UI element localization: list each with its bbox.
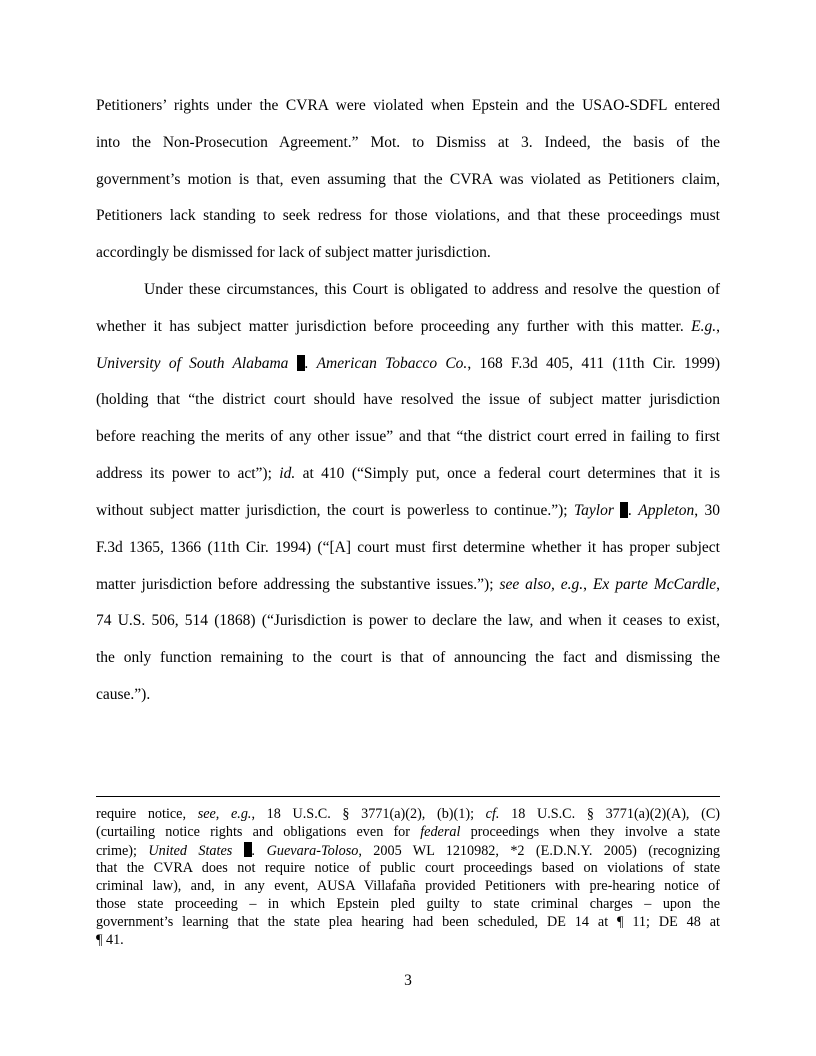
case-name: United States <box>148 843 233 859</box>
case-name: Taylor <box>573 502 614 519</box>
footnote-line: criminal law), and, in any event, AUSA Villafaña provided Petitioners with pre-hearing notice of <box>96 878 720 894</box>
text-run: proceedings when they involve a state <box>470 824 721 840</box>
emphasis: federal <box>420 824 461 840</box>
citation-signal: see, e.g. <box>197 806 252 822</box>
body-line <box>96 501 720 521</box>
footnote-line <box>96 824 720 841</box>
body-line: Petitioners’ rights under the CVRA were violated when Epstein and the USAO-SDFL entered <box>96 97 720 114</box>
redaction-box <box>297 355 305 371</box>
text-run: without subject matter jurisdiction, the court is powerless to continue.”); <box>96 502 568 519</box>
text-run: require notice, <box>96 806 187 822</box>
body-line <box>96 354 720 374</box>
body-line: 74 U.S. 506, 514 (1868) (“Jurisdiction is power to declare the law, and when it ceases to exist, <box>96 612 720 629</box>
body-line: accordingly be dismissed for lack of subject matter jurisdiction. <box>96 244 491 261</box>
footnote-line: ¶ 41. <box>96 932 124 948</box>
citation-signal: id. <box>279 465 296 482</box>
body-line: Petitioners lack standing to seek redress for those violations, and that these proceedings must <box>96 207 720 224</box>
body-line: (holding that “the district court should have resolved the issue of subject matter jurisdiction <box>96 391 720 408</box>
footnote-line: that the CVRA does not require notice of public court proceedings based on violations of state <box>96 860 720 876</box>
case-name: . American Tobacco Co. <box>304 355 468 372</box>
body-line <box>96 317 720 337</box>
case-name: University of South Alabama <box>96 355 289 372</box>
body-line: before reaching the merits of any other issue” and that “the district court erred in failing to first <box>96 428 720 445</box>
text-run: matter jurisdiction before addressing the substantive issues.”); <box>96 576 494 593</box>
footnote-line <box>96 806 720 823</box>
case-name: . Guevara-Toloso <box>251 843 359 859</box>
text-run: , 2005 WL 1210982, *2 (E.D.N.Y. 2005) (recognizing <box>358 843 721 859</box>
text-run: crime); <box>96 843 137 859</box>
footnote-line <box>96 842 720 860</box>
body-line: the only function remaining to the court is that of announcing the fact and dismissing the <box>96 649 720 666</box>
text-run: whether it has subject matter jurisdiction before proceeding any further with this matter. <box>96 318 684 335</box>
page-number: 3 <box>404 972 412 989</box>
text-run: , 30 <box>694 502 721 519</box>
text-run: , <box>716 318 721 335</box>
citation-signal: see also, e.g. <box>499 576 584 593</box>
body-line <box>96 464 720 484</box>
text-run: address its power to act”); <box>96 465 272 482</box>
citation-signal: cf. <box>485 806 500 822</box>
body-line: government’s motion is that, even assuming that the CVRA was violated as Petitioners claim, <box>96 171 720 188</box>
text-run: , 168 F.3d 405, 411 (11th Cir. 1999) <box>467 355 721 372</box>
case-name: . Appleton <box>628 502 695 519</box>
body-line: F.3d 1365, 1366 (11th Cir. 1994) (“[A] court must first determine whether it has proper subject <box>96 539 720 556</box>
text-run: at 410 (“Simply put, once a federal court determines that it is <box>302 465 721 482</box>
body-line: into the Non-Prosecution Agreement.” Mot. to Dismiss at 3. Indeed, the basis of the <box>96 134 720 151</box>
text-run: , <box>716 576 720 593</box>
case-name: Ex parte McCardle <box>592 576 717 593</box>
footnote-line: government’s learning that the state plea hearing had been scheduled, DE 14 at ¶ 11; DE 48 at <box>96 914 720 930</box>
body-line <box>96 575 720 595</box>
body-line: cause.”). <box>96 686 151 703</box>
footnote-separator <box>96 796 720 797</box>
redaction-box <box>244 842 252 857</box>
text-run: , <box>583 576 588 593</box>
footnote-line: those state proceeding – in which Epstein pled guilty to state criminal charges – upon the <box>96 896 720 912</box>
text-run: (curtailing notice rights and obligations even for <box>96 824 411 840</box>
citation-signal: E.g. <box>691 318 717 335</box>
text-run: 18 U.S.C. § 3771(a)(2)(A), (C) <box>511 806 721 822</box>
text-run: , 18 U.S.C. § 3771(a)(2), (b)(1); <box>251 806 475 822</box>
body-line: Under these circumstances, this Court is obligated to address and resolve the question of <box>144 281 720 298</box>
